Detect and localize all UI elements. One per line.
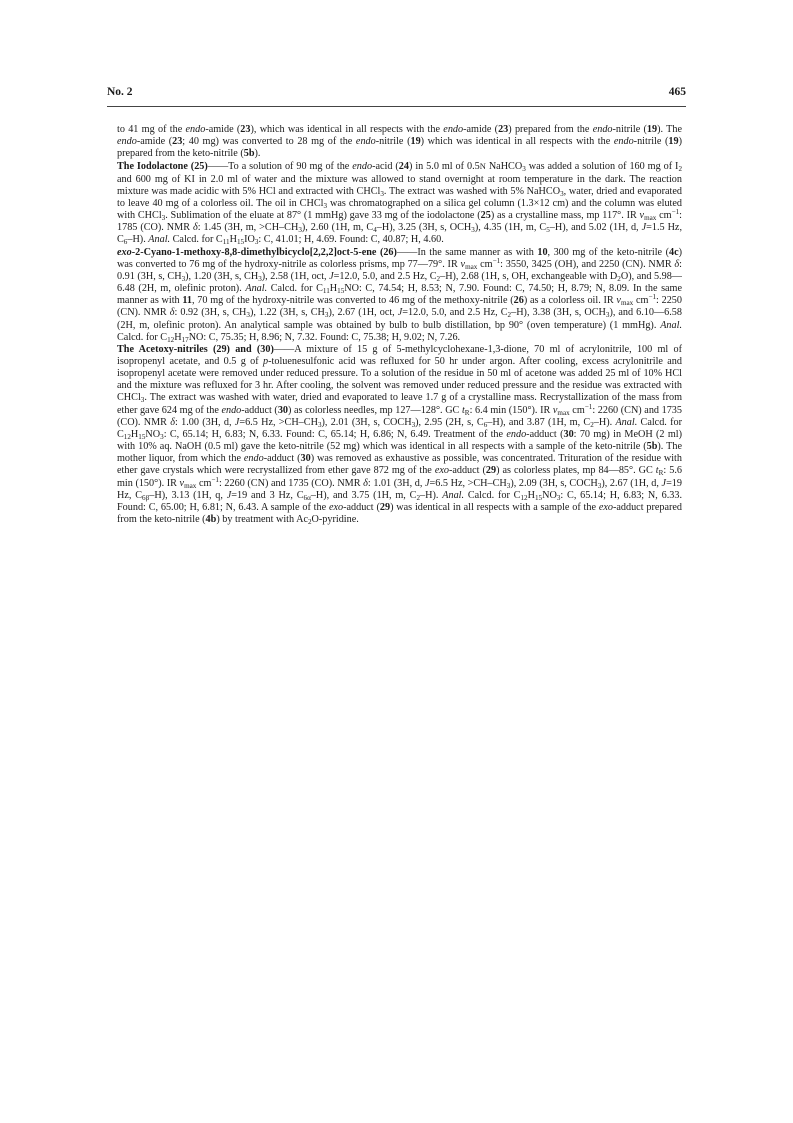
paragraph-cyano-methoxy-bicyclooctene: exo-2-Cyano-1-methoxy-8,8-dimethylbicyclo[2,2,2]oct-5-ene (26)——In the same manner as with 10, 300 mg of the keto-nitrile (4c) was converted to 76 mg of the hydroxy-nitrile as colorless prisms, mp 77—79°. IR $\nu_{max}$ $cm^{-1}$: 3550, 3425 (OH), and 2250 (CN). NMR δ: 0.91 (3H, s, $CH_3$), 1.20 (3H, s, $CH_3$), 2.58 (1H, oct, J=12.0, 5.0, and 2.5 Hz, $C_2-H$), 2.68 (1H, s, OH, exchangeable with $D_2O$), and 5.98—6.48 (2H, m, olefinic proton). Anal. Calcd. for $C_{11}H_{15}NO$: C, 74.54; H, 8.53; N, 7.90. Found: C, 74.50; H, 8.79; N, 8.09. In the same manner as with 11, 70 mg of the hydroxy-nitrile was converted to 46 mg of the methoxy-nitrile (26) as a colorless oil. IR $\nu_{max}$ $cm^{-1}$: 2250 (CN). NMR δ: 0.92 (3H, s, $CH_3$), 1.22 (3H, s, $CH_3$), 2.67 (1H, oct, J=12.0, 5.0, and 2.5 Hz, $C_2-H$), 3.38 (3H, s, $OCH_3$), and 6.10—6.58 (2H, m, olefinic proton). An analytical sample was obtained by bulb to bulb distillation, bp 90° (oven temperature) (1 mmHg). Anal. Calcd. for $C_{12}H_{17}NO$: C, 75.35; H, 8.96; N, 7.32. Found: C, 75.38; H, 9.02; N, 7.26. [117,246,683,344]
paragraph-iodolactone: The Iodolactone (25)——To a solution of 90 mg of the endo-acid (24) in 5.0 ml of 0.5N NaHCO$_3$ was added a solution of 160 mg of $I_2$ and 600 mg of KI in 2.0 ml of water and the mixture was allowed to stand overnight at room temperature in the dark. The reaction mixture was made acidic with 5% HCl and extracted with CHCl$_3$. The extract was washed with 5% NaHCO$_3$, water, dried and evaporated to leave 40 mg of a colorless oil. The oil in CHCl$_3$ was chromatographed on a silica gel column (1.3×12 cm) and the column was eluted with CHCl$_3$. Sublimation of the eluate at 87° (1 mmHg) gave 33 mg of the iodolactone (25) as a crystalline mass, mp 117°. IR $\nu_{max}$ $cm^{-1}$: 1785 (CO). NMR δ: 1.45 (3H, m, $>CH-CH_3$), 2.60 (1H, m, $C_4-H$), 3.25 (3H, s, $OCH_3$), 4.35 (1H, m, $C_5-H$), and 5.02 (1H, d, J=1.5 Hz, $C_6-H$). Anal. Calcd. for $C_{11}H_{15}IO_3$: C, 41.01; H, 4.69. Found: C, 40.87; H, 4.60. [117,161,683,247]
page-number: 465 [668,86,686,98]
page-header [107,86,686,106]
paragraph-acetoxy-nitriles: The Acetoxy-nitriles (29) and (30)——A mixture of 15 g of 5-methylcyclohexane-1,3-dione, 70 ml of acrylonitrile, 100 ml of isopropenyl acetate, and 0.5 g of p-toluenesulfonic acid was refluxed for 50 hr under argon. After cooling, excess acrylonitrile and isopropenyl acetate were removed under reduced pressure. To a solution of the residue in 50 ml of acetone was added 25 ml of 10% HCl and the mixture was refluxed for 3 hr. After cooling, the solvent was removed under reduced pressure and the residue was extracted with CHCl$_3$. The extract was washed with water, dried and evaporated to leave 1.7 g of a crystalline mass. Recrystallization of the mass from ether gave 624 mg of the endo-adduct (30) as colorless needles, mp 127—128°. GC $t_R$: 6.4 min (150°). IR $\nu_{max}$ $cm^{-1}$: 2260 (CN) and 1735 (CO). NMR δ: 1.00 (3H, d, J=6.5 Hz, $>CH-CH_3$), 2.01 (3H, s, $COCH_3$), 2.95 (2H, s, $C_6-H$), and 3.87 (1H, m, $C_2-H$). Anal. Calcd. for $C_{12}H_{15}NO_3$: C, 65.14; H, 6.83; N, 6.33. Found: C, 65.14; H, 6.86; N, 6.49. Treatment of the endo-adduct (30: 70 mg) in MeOH (2 ml) with 10% aq. NaOH (0.5 ml) gave the keto-nitrile (52 mg) which was identical in all respects with a sample of the keto-nitrile (5b). The mother liquor, from which the endo-adduct (30) was removed as exhaustive as possible, was concentrated. Trituration of the residue with ether gave crystals which were recrystallized from ether gave 872 mg of the exo-adduct (29) as colorless plates, mp 84—85°. GC $t_R$: 5.6 min (150°). IR $\nu_{max}$ $cm^{-1}$: 2260 (CN) and 1735 (CO). NMR δ: 1.01 (3H, d, J=6.5 Hz, $>CH-CH_3$), 2.09 (3H, s, $COCH_3$), 2.67 (1H, d, J=19 Hz, $C_{6\beta}-H$), 3.13 (1H, q, J=19 and 3 Hz, $C_{6\alpha}-H$), and 3.75 (1H, m, $C_2-H$). Anal. Calcd. for $C_{12}H_{15}NO_3$: C, 65.14; H, 6.83; N, 6.33. Found: C, 65.00; H, 6.81; N, 6.43. A sample of the exo-adduct (29) was identical in all respects with a sample of the exo-adduct prepared from the keto-nitrile (4b) by treatment with $Ac_2O$-pyridine. [117,343,683,526]
header-rule [107,106,686,107]
experimental-section [117,124,682,526]
journal-issue-number: No. 2 [107,86,133,98]
paragraph-endo-amide: to 41 mg of the endo-amide (23), which was identical in all respects with the endo-amide (23) prepared from the endo-nitrile (19). The endo-amide (23; 40 mg) was converted to 28 mg of the endo-nitrile (19) which was identical in all respects with the endo-nitrile (19) prepared from the keto-nitrile (5b). [117,124,682,160]
